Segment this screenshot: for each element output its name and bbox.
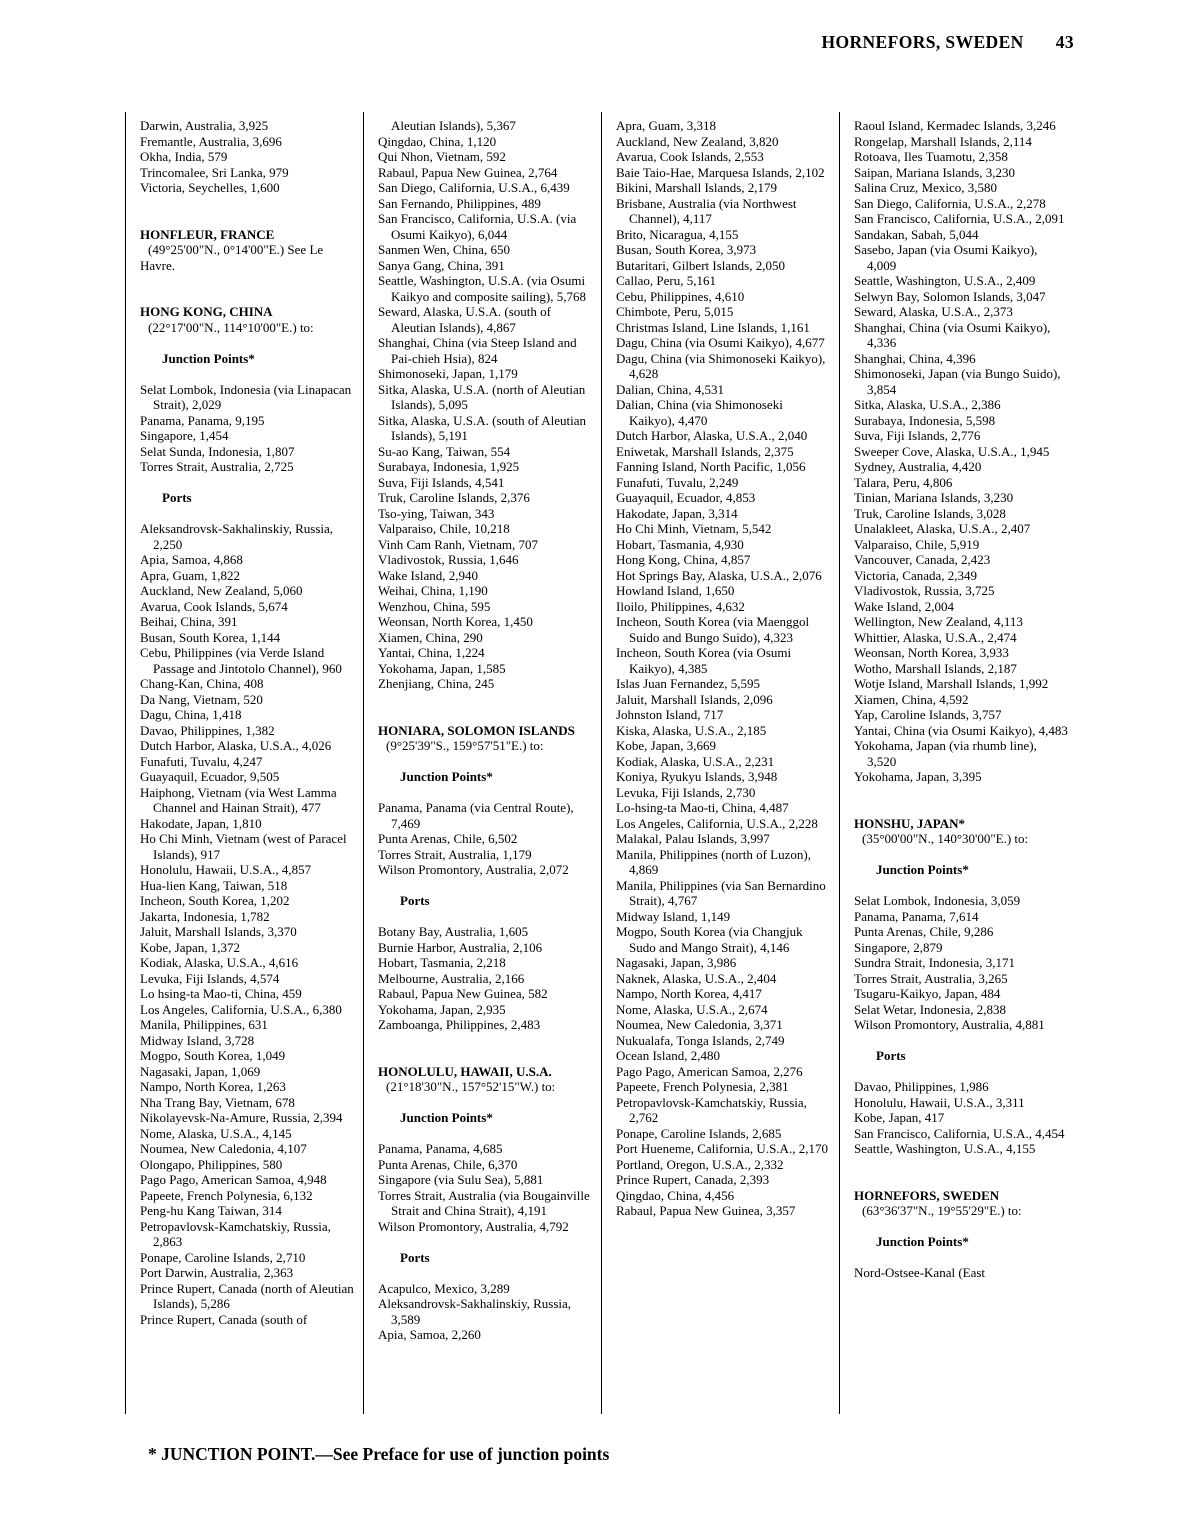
group-label: Junction Points* <box>876 1234 969 1249</box>
distance-entry: Butaritari, Gilbert Islands, 2,050 <box>616 257 785 273</box>
distance-entry: Haiphong, Vietnam (via West Lamma Channel and Hainan Strait), 477 <box>140 784 337 815</box>
distance-entry: Olongapo, Philippines, 580 <box>140 1156 283 1172</box>
distance-entry: Jaluit, Marshall Islands, 2,096 <box>616 691 773 707</box>
group-label: Junction Points* <box>162 350 255 366</box>
spacer <box>378 878 592 894</box>
distance-entry: Jaluit, Marshall Islands, 3,370 <box>140 924 297 939</box>
distance-entry: Vinh Cam Ranh, Vietnam, 707 <box>378 536 538 552</box>
distance-entry: Torres Strait, Australia, 1,179 <box>378 846 532 862</box>
distance-entry: Prince Rupert, Canada (south of <box>140 1311 308 1327</box>
distance-entry: Jakarta, Indonesia, 1,782 <box>140 908 270 924</box>
distance-entry: Sandakan, Sabah, 5,044 <box>854 226 979 242</box>
spacer <box>378 909 592 925</box>
spacer <box>140 475 354 491</box>
distance-entry: Yantai, China (via Osumi Kaikyo), 4,483 <box>854 722 1068 738</box>
distance-entry: Levuka, Fiji Islands, 2,730 <box>616 784 756 800</box>
distance-entry: Salina Cruz, Mexico, 3,580 <box>854 180 997 195</box>
distance-entry: Unalakleet, Alaska, U.S.A., 2,407 <box>854 521 1031 536</box>
distance-entry: Torres Strait, Australia (via Bougainville Strait and China Strait), 4,191 <box>378 1187 590 1218</box>
spacer <box>378 692 592 708</box>
distance-entry: Apra, Guam, 3,318 <box>616 118 717 133</box>
distance-entry: Rabaul, Papua New Guinea, 2,764 <box>378 164 558 180</box>
distance-entry: San Diego, California, U.S.A., 6,439 <box>378 180 570 195</box>
distance-entry: Dagu, China (via Osumi Kaikyo), 4,677 <box>616 335 825 350</box>
group-label: Ports <box>162 490 192 505</box>
distance-entry: Surabaya, Indonesia, 1,925 <box>378 459 520 474</box>
distance-entry: Truk, Caroline Islands, 2,376 <box>378 490 530 505</box>
distance-entry: Midway Island, 3,728 <box>140 1032 255 1048</box>
distance-entry: Qui Nhon, Vietnam, 592 <box>378 149 506 164</box>
distance-entry: Hot Springs Bay, Alaska, U.S.A., 2,076 <box>616 567 822 583</box>
distance-entry: Portland, Oregon, U.S.A., 2,332 <box>616 1156 784 1172</box>
spacer <box>854 1172 1068 1188</box>
distance-entry: Suva, Fiji Islands, 4,541 <box>378 474 505 490</box>
distance-entry: Manila, Philippines (north of Luzon), 4,869 <box>616 846 811 877</box>
distance-entry: Auckland, New Zealand, 3,820 <box>616 133 779 149</box>
section-coordinates: (22°17'00"N., 114°10'00"E.) to: <box>148 319 314 335</box>
distance-entry: Nukualafa, Tonga Islands, 2,749 <box>616 1032 785 1048</box>
distance-entry: Sasebo, Japan (via Osumi Kaikyo), 4,009 <box>854 242 1038 273</box>
distance-entry: Incheon, South Korea, 1,202 <box>140 893 290 908</box>
spacer <box>854 800 1068 816</box>
distance-entry: Ponape, Caroline Islands, 2,685 <box>616 1125 782 1141</box>
distance-entry: Punta Arenas, Chile, 6,370 <box>378 1156 518 1172</box>
distance-entry: Rongelap, Marshall Islands, 2,114 <box>854 133 1032 149</box>
distance-entry: Singapore, 1,454 <box>140 428 229 443</box>
distance-entry: Malakal, Palau Islands, 3,997 <box>616 831 770 846</box>
distance-entry: Nord-Ostsee-Kanal (East <box>854 1265 986 1280</box>
spacer <box>378 1033 592 1049</box>
distance-entry: Seward, Alaska, U.S.A. (south of Aleutian Islands), 4,867 <box>378 304 551 335</box>
distance-entry: Vancouver, Canada, 2,423 <box>854 552 991 567</box>
distance-entry: Chang-Kan, China, 408 <box>140 676 264 691</box>
distance-entry: Sundra Strait, Indonesia, 3,171 <box>854 955 1016 970</box>
distance-entry: Guayaquil, Ecuador, 4,853 <box>616 490 756 505</box>
distance-entry: Burnie Harbor, Australia, 2,106 <box>378 939 543 955</box>
distance-entry: Truk, Caroline Islands, 3,028 <box>854 505 1006 521</box>
distance-entry: Darwin, Australia, 3,925 <box>140 118 269 133</box>
distance-entry: Howland Island, 1,650 <box>616 583 735 598</box>
distance-entry: Sitka, Alaska, U.S.A., 2,386 <box>854 397 1001 412</box>
distance-entry: Cebu, Philippines (via Verde Island Passage and Jintotolo Channel), 960 <box>140 645 342 676</box>
distance-entry: Ho Chi Minh, Vietnam (west of Paracel Islands), 917 <box>140 831 347 862</box>
distance-entry: Ho Chi Minh, Vietnam, 5,542 <box>616 521 772 536</box>
distance-entry-continuation: Aleutian Islands), 5,367 <box>391 118 516 133</box>
distance-entry: Yokohama, Japan, 1,585 <box>378 660 506 676</box>
column-3 <box>601 112 839 1414</box>
distance-entry: Zamboanga, Philippines, 2,483 <box>378 1017 541 1032</box>
distance-entry: Torres Strait, Australia, 3,265 <box>854 970 1008 986</box>
group-label: Junction Points* <box>876 862 969 877</box>
distance-entry: Panama, Panama (via Central Route), 7,469 <box>378 800 574 831</box>
distance-entry: Yokohama, Japan, 2,935 <box>378 1001 506 1017</box>
distance-entry: Vladivostok, Russia, 1,646 <box>378 552 519 567</box>
spacer <box>378 1095 592 1111</box>
distance-entry: Zhenjiang, China, 245 <box>378 676 495 691</box>
distance-entry: Incheon, South Korea (via Osumi Kaikyo), 4,385 <box>616 645 792 676</box>
spacer <box>854 878 1068 894</box>
distance-entry: Lo-hsing-ta Mao-ti, China, 4,487 <box>616 800 789 815</box>
distance-entry: Christmas Island, Line Islands, 1,161 <box>616 319 810 335</box>
distance-entry: Beihai, China, 391 <box>140 614 238 629</box>
distance-entry: Hua-lien Kang, Taiwan, 518 <box>140 877 288 893</box>
distance-entry: Midway Island, 1,149 <box>616 908 731 924</box>
distance-entry: Callao, Peru, 5,161 <box>616 273 717 288</box>
spacer <box>378 707 592 723</box>
distance-entry: Dalian, China (via Shimonoseki Kaikyo), 4,470 <box>616 397 783 428</box>
distance-entry: Wenzhou, China, 595 <box>378 598 491 614</box>
distance-entry: Su-ao Kang, Taiwan, 554 <box>378 443 511 459</box>
distance-entry: Vladivostok, Russia, 3,725 <box>854 583 995 598</box>
distance-entry: Raoul Island, Kermadec Islands, 3,246 <box>854 118 1056 133</box>
section-heading: HORNEFORS, SWEDEN <box>854 1187 1000 1203</box>
distance-entry: Islas Juan Fernandez, 5,595 <box>616 676 761 691</box>
distance-entry: Pago Pago, American Samoa, 2,276 <box>616 1063 803 1079</box>
distance-entry: Levuka, Fiji Islands, 4,574 <box>140 970 280 986</box>
distance-entry: Hong Kong, China, 4,857 <box>616 552 751 567</box>
distance-entry: Nome, Alaska, U.S.A., 4,145 <box>140 1125 292 1141</box>
distance-entry: Rabaul, Papua New Guinea, 3,357 <box>616 1203 796 1218</box>
distance-entry: Aleksandrovsk-Sakhalinskiy, Russia, 3,589 <box>378 1296 572 1327</box>
distance-entry: Avarua, Cook Islands, 5,674 <box>140 598 288 614</box>
distance-entry: San Francisco, California, U.S.A., 2,091 <box>854 211 1065 226</box>
distance-entry: Noumea, New Caledonia, 3,371 <box>616 1017 783 1032</box>
spacer <box>378 754 592 770</box>
spacer <box>378 1234 592 1250</box>
distance-entry: Dalian, China, 4,531 <box>616 381 724 397</box>
spacer <box>140 289 354 305</box>
running-head-title: HORNEFORS, SWEDEN <box>821 32 1024 52</box>
distance-entry: Honolulu, Hawaii, U.S.A., 4,857 <box>140 862 312 877</box>
distance-entry: Tsugaru-Kaikyo, Japan, 484 <box>854 986 1001 1001</box>
distance-entry: Torres Strait, Australia, 2,725 <box>140 459 294 474</box>
distance-entry: Busan, South Korea, 1,144 <box>140 629 281 645</box>
distance-entry: Auckland, New Zealand, 5,060 <box>140 583 303 598</box>
distance-entry: Davao, Philippines, 1,382 <box>140 722 275 738</box>
distance-entry: Selat Wetar, Indonesia, 2,838 <box>854 1001 1006 1017</box>
distance-entry: Peng-hu Kang Taiwan, 314 <box>140 1203 282 1218</box>
distance-entry: Weonsan, North Korea, 1,450 <box>378 614 533 629</box>
distance-entry: Hakodate, Japan, 3,314 <box>616 505 738 521</box>
distance-entry: Shanghai, China, 4,396 <box>854 350 976 366</box>
distance-entry: Port Darwin, Australia, 2,363 <box>140 1265 294 1280</box>
distance-entry: Punta Arenas, Chile, 6,502 <box>378 831 518 846</box>
running-head <box>821 32 1074 53</box>
distance-entry: Weonsan, North Korea, 3,933 <box>854 645 1009 660</box>
distance-entry: Los Angeles, California, U.S.A., 6,380 <box>140 1001 342 1017</box>
distance-entry: Whittier, Alaska, U.S.A., 2,474 <box>854 629 1017 645</box>
distance-entry: Apia, Samoa, 4,868 <box>140 552 243 567</box>
distance-entry: Koniya, Ryukyu Islands, 3,948 <box>616 769 778 784</box>
section-coordinates: (35°00'00"N., 140°30'00"E.) to: <box>862 831 1029 846</box>
distance-entry: Pago Pago, American Samoa, 4,948 <box>140 1172 327 1187</box>
distance-entry: Seattle, Washington, U.S.A., 2,409 <box>854 273 1036 288</box>
distance-entry: Shanghai, China (via Steep Island and Pai-chieh Hsia), 824 <box>378 335 577 366</box>
distance-entry: Wotje Island, Marshall Islands, 1,992 <box>854 676 1049 691</box>
distance-entry: Kobe, Japan, 417 <box>854 1110 945 1125</box>
distance-entry: Wilson Promontory, Australia, 2,072 <box>378 862 569 877</box>
spacer <box>854 1250 1068 1266</box>
distance-entry: Yokohama, Japan (via rhumb line), 3,520 <box>854 738 1037 769</box>
distance-entry: Wellington, New Zealand, 4,113 <box>854 614 1023 629</box>
distance-entry: Funafuti, Tuvalu, 4,247 <box>140 753 263 769</box>
distance-entry: Punta Arenas, Chile, 9,286 <box>854 924 994 939</box>
distance-entry: Port Hueneme, California, U.S.A., 2,170 <box>616 1141 828 1156</box>
distance-entry: Dagu, China (via Shimonoseki Kaikyo), 4,628 <box>616 350 826 381</box>
distance-entry: Petropavlovsk-Kamchatskiy, Russia, 2,762 <box>616 1094 807 1125</box>
section-coordinates: (63°36'37"N., 19°55'29"E.) to: <box>862 1203 1022 1218</box>
distance-entry: Bikini, Marshall Islands, 2,179 <box>616 180 778 195</box>
distance-entry: Nha Trang Bay, Vietnam, 678 <box>140 1094 295 1110</box>
distance-entry: Kiska, Alaska, U.S.A., 2,185 <box>616 722 767 738</box>
distance-entry: Sitka, Alaska, U.S.A. (north of Aleutian Islands), 5,095 <box>378 381 586 412</box>
distance-entry: Avarua, Cook Islands, 2,553 <box>616 149 764 164</box>
distance-entry: Los Angeles, California, U.S.A., 2,228 <box>616 815 818 831</box>
distance-entry: Xiamen, China, 4,592 <box>854 691 969 707</box>
distance-entry: Noumea, New Caledonia, 4,107 <box>140 1141 307 1156</box>
distance-entry: Cebu, Philippines, 4,610 <box>616 288 745 304</box>
distance-entry: Wilson Promontory, Australia, 4,792 <box>378 1218 569 1234</box>
columns <box>125 112 1077 1414</box>
distance-entry: Iloilo, Philippines, 4,632 <box>616 598 745 614</box>
distance-entry: Saipan, Mariana Islands, 3,230 <box>854 164 1016 180</box>
distance-entry: Selat Lombok, Indonesia, 3,059 <box>854 893 1021 908</box>
distance-entry: Manila, Philippines, 631 <box>140 1017 268 1032</box>
distance-entry: Honolulu, Hawaii, U.S.A., 3,311 <box>854 1094 1025 1110</box>
distance-entry: Nagasaki, Japan, 3,986 <box>616 955 737 970</box>
distance-entry: Kobe, Japan, 1,372 <box>140 939 241 955</box>
distance-entry: Baie Taio-Hae, Marquesa Islands, 2,102 <box>616 164 825 180</box>
distance-entry: Dagu, China, 1,418 <box>140 707 242 722</box>
spacer <box>378 1126 592 1142</box>
distance-entry: Prince Rupert, Canada (north of Aleutian Islands), 5,286 <box>140 1280 354 1311</box>
distance-entry: Kodiak, Alaska, U.S.A., 4,616 <box>140 955 299 970</box>
distance-entry: Incheon, South Korea (via Maenggol Suido and Bungo Suido), 4,323 <box>616 614 810 645</box>
distance-entry: Acapulco, Mexico, 3,289 <box>378 1280 510 1296</box>
distance-entry: Naknek, Alaska, U.S.A., 2,404 <box>616 970 777 986</box>
distance-entry: Valparaiso, Chile, 10,218 <box>378 521 510 536</box>
distance-entry: Papeete, French Polynesia, 2,381 <box>616 1079 789 1094</box>
distance-entry: Fremantle, Australia, 3,696 <box>140 133 282 149</box>
distance-entry: Ocean Island, 2,480 <box>616 1048 720 1063</box>
distance-entry: Nikolayevsk-Na-Amure, Russia, 2,394 <box>140 1110 343 1125</box>
section-heading: HONG KONG, CHINA <box>140 304 273 319</box>
distance-entry: Panama, Panama, 7,614 <box>854 908 979 924</box>
distance-entry: Sweeper Cove, Alaska, U.S.A., 1,945 <box>854 443 1050 459</box>
distance-entry: Victoria, Canada, 2,349 <box>854 567 978 583</box>
distance-entry: Seattle, Washington, U.S.A., 4,155 <box>854 1141 1036 1156</box>
distance-entry: Qingdao, China, 1,120 <box>378 133 497 149</box>
distance-entry: Shimonoseki, Japan, 1,179 <box>378 366 518 381</box>
group-label: Ports <box>876 1048 906 1063</box>
distance-entry: Prince Rupert, Canada, 2,393 <box>616 1172 770 1187</box>
distance-entry: Weihai, China, 1,190 <box>378 583 488 598</box>
group-label: Junction Points* <box>400 769 493 784</box>
distance-entry: Melbourne, Australia, 2,166 <box>378 970 525 986</box>
distance-entry: Selat Sunda, Indonesia, 1,807 <box>140 443 295 459</box>
distance-entry: Shimonoseki, Japan (via Bungo Suido), 3,854 <box>854 366 1061 397</box>
distance-entry: Dutch Harbor, Alaska, U.S.A., 4,026 <box>140 738 332 753</box>
distance-entry: Selat Lombok, Indonesia (via Linapacan Strait), 2,029 <box>140 381 352 412</box>
distance-entry: Trincomalee, Sri Lanka, 979 <box>140 164 289 180</box>
distance-entry: Wilson Promontory, Australia, 4,881 <box>854 1017 1045 1032</box>
spacer <box>140 196 354 212</box>
distance-entry: Da Nang, Vietnam, 520 <box>140 691 263 707</box>
spacer <box>854 1219 1068 1235</box>
distance-entry: Papeete, French Polynesia, 6,132 <box>140 1187 313 1203</box>
distance-entry: Panama, Panama, 4,685 <box>378 1141 503 1156</box>
spacer <box>140 273 354 289</box>
distance-entry: San Francisco, California, U.S.A., 4,454 <box>854 1125 1065 1141</box>
distance-entry: Apra, Guam, 1,822 <box>140 567 241 583</box>
spacer <box>140 506 354 522</box>
distance-entry: Seward, Alaska, U.S.A., 2,373 <box>854 304 1013 319</box>
distance-entry: Hobart, Tasmania, 2,218 <box>378 955 506 970</box>
distance-entry: San Diego, California, U.S.A., 2,278 <box>854 195 1046 211</box>
footnote: * JUNCTION POINT.—See Preface for use of junction points <box>148 1444 610 1464</box>
distance-entry: Selwyn Bay, Solomon Islands, 3,047 <box>854 288 1046 304</box>
distance-entry: Aleksandrovsk-Sakhalinskiy, Russia, 2,250 <box>140 521 334 552</box>
distance-entry: Yap, Caroline Islands, 3,757 <box>854 707 1002 722</box>
column-1 <box>125 112 363 1414</box>
section-coordinates: (49°25'00"N., 0°14'00"E.) See Le Havre. <box>140 242 324 273</box>
distance-entry: Brisbane, Australia (via Northwest Channel), 4,117 <box>616 195 797 226</box>
distance-entry: Shanghai, China (via Osumi Kaikyo), 4,336 <box>854 319 1051 350</box>
distance-entry: Botany Bay, Australia, 1,605 <box>378 924 529 939</box>
distance-entry: Nampo, North Korea, 1,263 <box>140 1079 286 1094</box>
distance-entry: Dutch Harbor, Alaska, U.S.A., 2,040 <box>616 428 808 443</box>
distance-entry: Guayaquil, Ecuador, 9,505 <box>140 769 280 784</box>
group-label: Ports <box>400 1249 430 1265</box>
distance-entry: Wotho, Marshall Islands, 2,187 <box>854 660 1017 676</box>
section-coordinates: (9°25'39"S., 159°57'51"E.) to: <box>386 738 544 753</box>
distance-entry: Victoria, Seychelles, 1,600 <box>140 180 280 195</box>
distance-entry: Manila, Philippines (via San Bernardino Strait), 4,767 <box>616 877 826 908</box>
distance-entry: Busan, South Korea, 3,973 <box>616 242 757 257</box>
distance-entry: Nagasaki, Japan, 1,069 <box>140 1063 261 1079</box>
distance-entry: Brito, Nicaragua, 4,155 <box>616 226 739 242</box>
distance-entry: Wake Island, 2,004 <box>854 598 955 614</box>
distance-entry: Sanya Gang, China, 391 <box>378 257 505 273</box>
distance-entry: Suva, Fiji Islands, 2,776 <box>854 428 981 443</box>
distance-entry: Sanmen Wen, China, 650 <box>378 242 510 257</box>
distance-entry: Kodiak, Alaska, U.S.A., 2,231 <box>616 753 775 769</box>
section-heading: HONIARA, SOLOMON ISLANDS <box>378 722 575 738</box>
spacer <box>140 366 354 382</box>
distance-entry: Tso-ying, Taiwan, 343 <box>378 505 495 521</box>
distance-entry: Yantai, China, 1,224 <box>378 645 485 660</box>
section-heading: HONSHU, JAPAN* <box>854 815 965 831</box>
spacer <box>854 1064 1068 1080</box>
spacer <box>854 847 1068 863</box>
distance-entry: Eniwetak, Marshall Islands, 2,375 <box>616 443 794 459</box>
spacer <box>378 1048 592 1064</box>
column-2 <box>363 112 601 1414</box>
page-number: 43 <box>1055 32 1074 52</box>
distance-entry: Valparaiso, Chile, 5,919 <box>854 536 980 552</box>
spacer <box>378 1265 592 1281</box>
distance-entry: Nampo, North Korea, 4,417 <box>616 986 762 1001</box>
distance-entry: Singapore, 2,879 <box>854 939 943 955</box>
distance-entry: Apia, Samoa, 2,260 <box>378 1327 481 1342</box>
distance-entry: Davao, Philippines, 1,986 <box>854 1079 989 1094</box>
distance-entry: Johnston Island, 717 <box>616 707 724 722</box>
section-coordinates: (21°18'30"N., 157°52'15"W.) to: <box>386 1079 556 1094</box>
spacer <box>854 785 1068 801</box>
distance-entry: Xiamen, China, 290 <box>378 629 483 645</box>
distance-entry: San Francisco, California, U.S.A. (via Osumi Kaikyo), 6,044 <box>378 211 577 242</box>
distance-entry: Funafuti, Tuvalu, 2,249 <box>616 474 739 490</box>
spacer <box>854 1157 1068 1173</box>
spacer <box>378 785 592 801</box>
distance-entry: Chimbote, Peru, 5,015 <box>616 304 734 319</box>
group-label: Junction Points* <box>400 1110 493 1125</box>
distance-entry: Wake Island, 2,940 <box>378 567 479 583</box>
distance-entry: Fanning Island, North Pacific, 1,056 <box>616 459 806 474</box>
distance-entry: Talara, Peru, 4,806 <box>854 474 953 490</box>
distance-entry: Lo hsing-ta Mao-ti, China, 459 <box>140 986 302 1001</box>
distance-entry: Singapore (via Sulu Sea), 5,881 <box>378 1172 544 1187</box>
distance-entry: Mogpo, South Korea (via Changjuk Sudo and Mango Strait), 4,146 <box>616 924 803 955</box>
spacer <box>140 335 354 351</box>
distance-entry: Ponape, Caroline Islands, 2,710 <box>140 1249 306 1265</box>
distance-entry: San Fernando, Philippines, 489 <box>378 195 541 211</box>
distance-entry: Tinian, Mariana Islands, 3,230 <box>854 490 1014 505</box>
distance-entry: Seattle, Washington, U.S.A. (via Osumi Kaikyo and composite sailing), 5,768 <box>378 273 586 304</box>
group-label: Ports <box>400 893 430 908</box>
distance-entry: Qingdao, China, 4,456 <box>616 1187 735 1203</box>
distance-entry: Kobe, Japan, 3,669 <box>616 738 717 753</box>
distance-entry: Mogpo, South Korea, 1,049 <box>140 1048 286 1063</box>
distance-entry: Sydney, Australia, 4,420 <box>854 459 982 474</box>
distance-entry: Hobart, Tasmania, 4,930 <box>616 536 744 552</box>
distance-entry: Rabaul, Papua New Guinea, 582 <box>378 986 548 1001</box>
distance-entry: Petropavlovsk-Kamchatskiy, Russia, 2,863 <box>140 1218 331 1249</box>
spacer <box>854 1033 1068 1049</box>
distance-entry: Panama, Panama, 9,195 <box>140 412 265 428</box>
section-heading: HONOLULU, HAWAII, U.S.A. <box>378 1063 552 1079</box>
section-heading: HONFLEUR, FRANCE <box>140 226 275 242</box>
distance-entry: Surabaya, Indonesia, 5,598 <box>854 412 996 428</box>
distance-entry: Rotoava, Iles Tuamotu, 2,358 <box>854 149 1008 164</box>
distance-entry: Nome, Alaska, U.S.A., 2,674 <box>616 1001 768 1017</box>
distance-entry: Sitka, Alaska, U.S.A. (south of Aleutian Islands), 5,191 <box>378 412 586 443</box>
distance-entry: Yokohama, Japan, 3,395 <box>854 769 982 784</box>
spacer <box>140 211 354 227</box>
distance-entry: Hakodate, Japan, 1,810 <box>140 815 262 831</box>
column-4 <box>839 112 1077 1414</box>
distance-entry: Okha, India, 579 <box>140 149 228 164</box>
